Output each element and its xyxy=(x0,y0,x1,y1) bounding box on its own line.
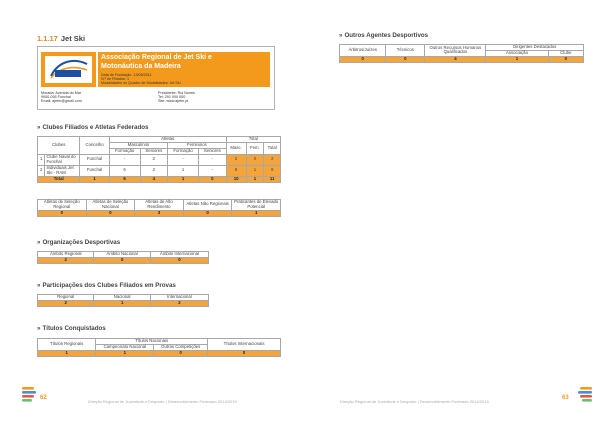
association-logo xyxy=(41,52,96,87)
participacoes-table: Regional Nacional Internacional 2 1 2 xyxy=(37,294,209,307)
contact-right xyxy=(158,91,195,103)
address-line1: Morada: Avenida do Mar xyxy=(41,91,82,95)
association-name-line1: Associação Regional de Jet Ski e xyxy=(101,54,212,61)
col-femininos: Femininos xyxy=(168,142,226,148)
foundation-date: Data de Fundação: 13/05/2011 xyxy=(101,73,152,77)
col-total-total: Total xyxy=(264,142,281,154)
page-number: 62 xyxy=(40,395,47,401)
titulos-table: Títulos Regionais Títulos Nacionais Títulos Internacionais Campeonato Nacional Outras Competições 1 1 0 0 xyxy=(37,338,281,357)
organizacoes-section-title: » Organizações Desportivas xyxy=(37,239,121,246)
page-number: 63 xyxy=(562,395,569,401)
stripes-logo-icon xyxy=(574,385,592,403)
association-info xyxy=(101,73,181,85)
col-atletas: Atletas xyxy=(109,137,226,143)
president: Presidente: Rui Nunes xyxy=(158,91,195,95)
selecao-table: Atletas de Seleção Regional Atletas de Seleção Nacional Atletas de Alto Rendimento Atletas Não Regionais Praticantes de Elevado Potencial 0 0 3 0 1 xyxy=(37,199,281,217)
ajet-logo-icon xyxy=(45,56,92,83)
participacoes-section-title: » Participações dos Clubes Filiados em Provas xyxy=(37,282,176,289)
contact-left xyxy=(41,91,82,103)
col-total-masc: Masc. xyxy=(226,142,246,154)
selecao-values: 0 0 3 0 1 xyxy=(38,210,281,216)
email[interactable]: Email: ajetm@gmail.com xyxy=(41,99,82,104)
col-total-fem: Fem. xyxy=(246,142,264,154)
col-total: Total xyxy=(226,137,280,143)
organizacoes-table: Âmbito Regional Âmbito Nacional Âmbito Internacional 2 0 0 xyxy=(37,251,209,264)
stripes-logo-icon xyxy=(22,385,40,403)
total-row: Total 1 6 4 1 0 10 1 11 xyxy=(38,176,281,182)
outros-table: Árbitros/Juízes Técnicos Outros Recursos Humanos Qualificados Dirigentes Destacados Associação Clube 0 0 4 1 0 xyxy=(339,44,584,63)
titulos-section-title: » Títulos Conquistados xyxy=(37,325,106,332)
table-row: 2 Individuais Jet Ski - RAM Funchal 6 2 1 - 8 1 9 xyxy=(38,165,281,176)
website[interactable]: Site: www.ajetm.pt xyxy=(158,99,189,104)
association-name-line2: Motonáutica da Madeira xyxy=(101,63,181,70)
section-number: 1.1.17 xyxy=(37,34,58,43)
col-clubes: Clubes xyxy=(38,137,80,155)
outros-section-title: » Outros Agentes Desportivos xyxy=(339,32,429,39)
col-masculinos: Masculinos xyxy=(109,142,167,148)
section-heading xyxy=(37,34,85,43)
page-footer: Direção Regional de Juventude e Desporto | Desenvolvimento Federado 2014/2015 xyxy=(88,399,237,404)
address-line2: 9000-055 Funchal xyxy=(41,95,71,100)
col-concelho: Concelho xyxy=(80,137,109,155)
clubes-section-title: » Clubes Filiados e Atletas Federados xyxy=(37,124,149,131)
phone: Tel: 291 000 000 xyxy=(158,95,186,100)
modalities: Modalidades no Quadro de Modalidades: Jet Ski xyxy=(101,81,181,86)
right-page xyxy=(300,0,600,424)
association-card xyxy=(37,46,275,110)
clubes-table: Clubes Concelho Atletas Total Masculinos Femininos Masc. Fem. Total Formação Seniores Formação Seniores 1 Clube Naval do Funchal Funchal - 2 - - 2 0 2 2 Individuais Jet Ski - RAM Funchal 6 2 1 - 8 1 9 Total 1 6 4 1 0 10 1 11 xyxy=(37,136,281,183)
section-name: Jet Ski xyxy=(60,34,86,43)
table-row: 1 Clube Naval do Funchal Funchal - 2 - - 2 0 2 xyxy=(38,154,281,165)
affiliates-count: N.º de Filiados: 1 xyxy=(101,77,129,82)
page-footer: Direção Regional de Juventude e Desporto | Desenvolvimento Federado 2014/2015 xyxy=(340,399,489,404)
